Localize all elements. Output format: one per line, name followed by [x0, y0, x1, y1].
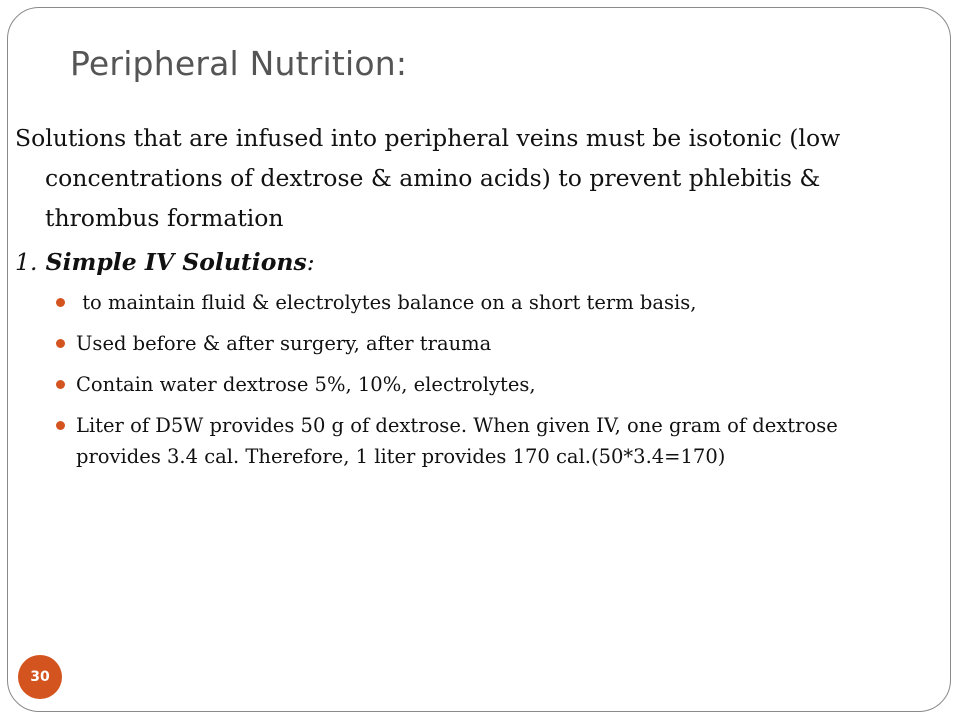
bullet-dot-icon — [56, 421, 65, 430]
bullet-dot-icon — [56, 298, 65, 307]
bullet-list — [15, 287, 915, 472]
bullet-text: Used before & after surgery, after trauma — [76, 332, 492, 355]
section-suffix: : — [306, 248, 315, 276]
bullet-dot-icon — [56, 380, 65, 389]
intro-paragraph: Solutions that are infused into peripheral veins must be isotonic (low concentrations of dextrose & amino acids) to prevent phlebitis & thrombus formation — [15, 124, 841, 232]
slide-body — [15, 118, 915, 482]
slide-title: Peripheral Nutrition: — [70, 44, 408, 83]
bullet-dot-icon — [56, 339, 65, 348]
bullet-text: Liter of D5W provides 50 g of dextrose. When given IV, one gram of dextrose provides 3.4 cal. Therefore, 1 liter provides 170 cal.(50*3.4=170) — [76, 414, 838, 468]
bullet-text: Contain water dextrose 5%, 10%, electrolytes, — [76, 373, 536, 396]
section-number: 1. — [15, 248, 38, 276]
page-number-badge: 30 — [18, 655, 62, 699]
section-title: Simple IV Solutions — [45, 248, 307, 276]
list-item — [15, 410, 915, 472]
list-item — [15, 369, 915, 400]
section-heading — [15, 243, 915, 281]
list-item — [15, 287, 915, 318]
list-item — [15, 328, 915, 359]
slide-frame — [7, 7, 951, 712]
bullet-text: to maintain fluid & electrolytes balance on a short term basis, — [76, 291, 697, 314]
